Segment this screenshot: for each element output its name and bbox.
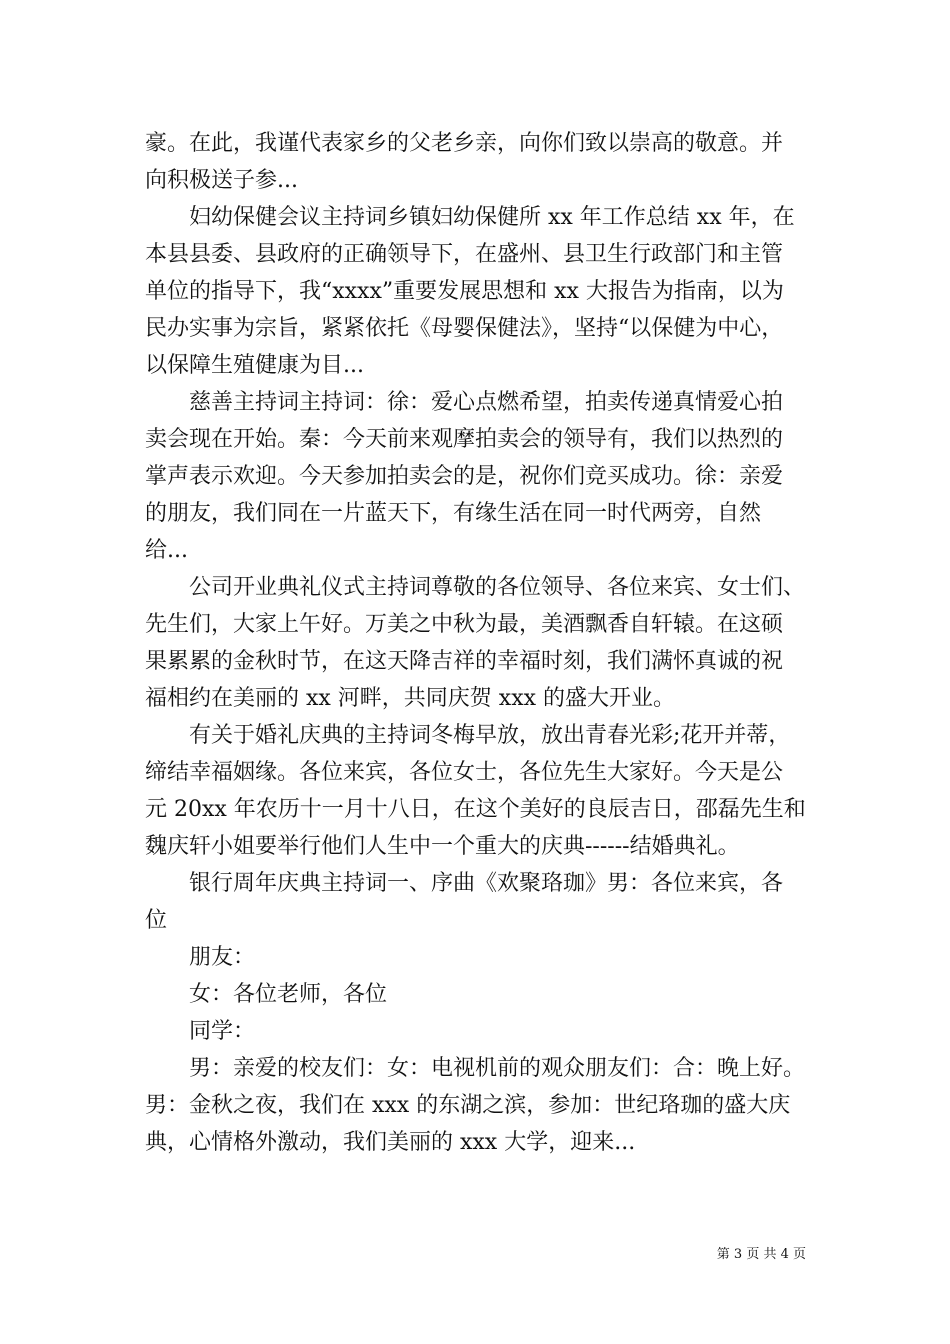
text-line: 男：亲爱的校友们：女：电视机前的观众朋友们：合：晚上好。	[189, 1056, 806, 1081]
text-line: 掌声表示欢迎。今天参加拍卖会的是，祝你们竞买成功。徐：亲爱	[145, 464, 784, 489]
text-line: 同学：	[189, 1019, 256, 1044]
text-line: 慈善主持词主持词：徐：爱心点燃希望，拍卖传递真情爱心拍	[189, 390, 784, 415]
document-body	[145, 125, 815, 1161]
text-line: 位	[145, 908, 168, 933]
text-line: 有关于婚礼庆典的主持词冬梅早放，放出青春光彩;花开并蒂，	[189, 723, 791, 748]
text-line: 单位的指导下，我“xxxx”重要发展思想和 xx 大报告为指南，以为	[145, 279, 784, 304]
text-line: 以保障生殖健康为目...	[145, 353, 364, 378]
text-line: 魏庆轩小姐要举行他们人生中一个重大的庆典------结婚典礼。	[145, 834, 740, 859]
text-line: 豪。在此，我谨代表家乡的父老乡亲，向你们致以崇高的敬意。并	[145, 131, 784, 156]
text-line: 民办实事为宗旨，紧紧依托《母婴保健法》，坚持“以保健为中心，	[145, 316, 784, 341]
page-number-footer: 第 3 页 共 4 页	[716, 1247, 806, 1262]
text-line: 缔结幸福姻缘。各位来宾，各位女士，各位先生大家好。今天是公	[145, 760, 784, 785]
text-line: 先生们，大家上午好。万美之中秋为最，美酒飘香自轩辕。在这硕	[145, 612, 784, 637]
text-line: 男：金秋之夜，我们在 xxx 的东湖之滨，参加：世纪珞珈的盛大庆	[145, 1093, 791, 1118]
text-line: 妇幼保健会议主持词乡镇妇幼保健所 xx 年工作总结 xx 年，在	[189, 205, 795, 230]
text-line: 典，心情格外激动，我们美丽的 xxx 大学，迎来...	[145, 1130, 636, 1155]
text-line: 银行周年庆典主持词一、序曲《欢聚珞珈》男：各位来宾，各	[189, 871, 784, 896]
text-line: 朋友：	[189, 945, 256, 970]
text-line: 福相约在美丽的 xx 河畔，共同庆贺 xxx 的盛大开业。	[145, 686, 676, 711]
text-line: 的朋友，我们同在一片蓝天下，有缘生活在同一时代两旁，自然	[145, 501, 762, 526]
text-line: 果累累的金秋时节，在这天降吉祥的幸福时刻，我们满怀真诚的祝	[145, 649, 784, 674]
text-line: 女：各位老师，各位	[189, 982, 388, 1007]
text-line: 给...	[145, 538, 188, 563]
text-line: 本县县委、县政府的正确领导下，在盛州、县卫生行政部门和主管	[145, 242, 784, 267]
text-line: 卖会现在开始。秦：今天前来观摩拍卖会的领导有，我们以热烈的	[145, 427, 784, 452]
text-line: 元 20xx 年农历十一月十八日，在这个美好的良辰吉日，邵磊先生和	[145, 797, 806, 822]
text-line: 向积极送子参...	[145, 168, 298, 193]
text-line: 公司开业典礼仪式主持词尊敬的各位领导、各位来宾、女士们、	[189, 575, 806, 600]
